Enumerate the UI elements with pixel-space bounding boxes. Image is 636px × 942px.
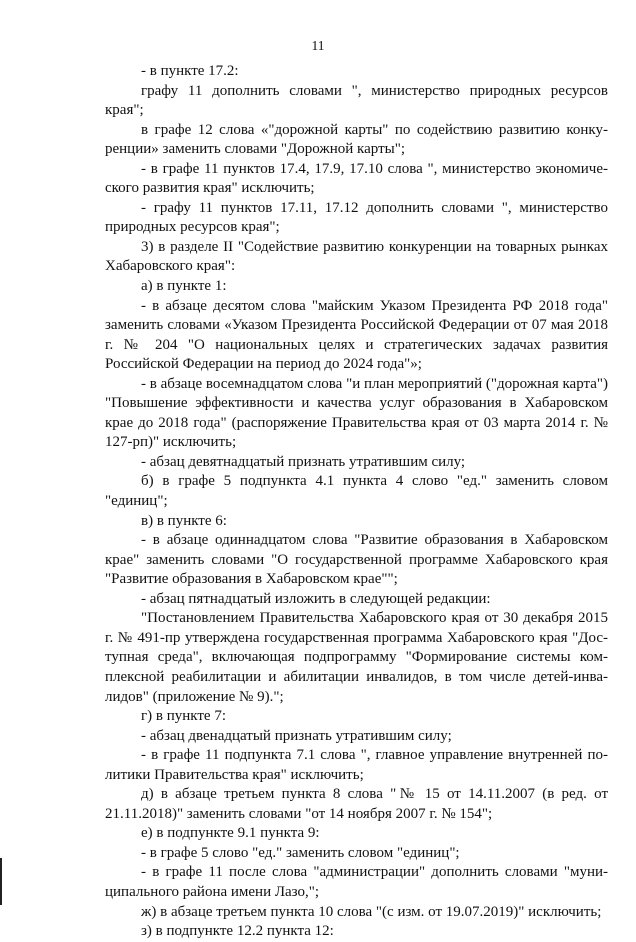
paragraph: - абзац девятнадцатый признать утратившим силу;: [141, 453, 466, 470]
paragraph: - абзац пятнадцатый изложить в следующей редакции:: [141, 590, 491, 607]
paragraph: - в абзаце восемнадцатом слова "и план мероприятий ("дорожная карта") "Повышение эффективности и качества услуг образования в Хабаровском крае до 2018 года" (распоряжение Правительства края от 03 марта 2014 г. № 127-рп)" исключить;: [105, 375, 609, 451]
paragraph: - абзац двенадцатый признать утратившим силу;: [141, 727, 452, 744]
paragraph: - в пункте 17.2:: [141, 63, 239, 79]
paragraph: ж) в абзаце третьем пункта 10 слова "(с изм. от 19.07.2019)" исключить;: [141, 903, 602, 920]
paragraph: е) в подпункте 9.1 пункта 9:: [141, 825, 320, 842]
paragraph: - в графе 11 после слова "администрации" дополнить словами "муни-ципального района имени Лазо,";: [105, 864, 608, 900]
paragraph: а) в пункте 1:: [141, 278, 227, 295]
paragraph: - в графе 11 пунктов 17.4, 17.9, 17.10 слова ", министерство экономиче-ского развития края" исключить;: [105, 160, 608, 197]
scan-edge-mark: [0, 858, 2, 905]
paragraph: "Постановлением Правительства Хабаровского края от 30 декабря 2015 г. № 491-пр утверждена государственная программа Хабаровского края "Дос-тупная среда", включающая подпрограмму "Формирование системы ком-плексной реабилитации и абилитации инвалидов, в том числе детей-инва-лидов" (приложение № 9).";: [105, 610, 608, 705]
paragraph: - графу 11 пунктов 17.11, 17.12 дополнить словами ", министерство природных ресурсов края";: [105, 199, 608, 236]
paragraph: г) в пункте 7:: [141, 708, 227, 725]
paragraph: графу 11 дополнить словами ", министерство природных ресурсов края";: [105, 82, 608, 119]
paragraph: в) в пункте 6:: [141, 512, 227, 529]
page-number: 11: [311, 38, 325, 53]
paragraph: д) в абзаце третьем пункта 8 слова "№ 15 от 14.11.2007 (в ред. от 21.11.2018)" заменить словами "от 14 ноября 2007 г. № 154";: [105, 786, 608, 822]
document-body: [105, 62, 608, 942]
paragraph: - в абзаце одиннадцатом слова "Развитие образования в Хабаровском крае" заменить словами "О государственной программе Хабаровского края "Развитие образования в Хабаровском крае"";: [105, 532, 608, 588]
paragraph: - в абзаце десятом слова "майским Указом Президента РФ 2018 года" заменить словами «Указом Президента Российской Федерации от 07 мая 2018 г. № 204 "О национальных целях и стратегических задачах развития Российской Федерации на период до 2024 года"»;: [105, 297, 608, 373]
paragraph: - в графе 5 слово "ед." заменить словом "единиц";: [141, 844, 460, 861]
paragraph: в графе 12 слова «"дорожной карты" по содействию развитию конку-ренции» заменить словами "Дорожной карты";: [105, 121, 608, 158]
paragraph: 3) в разделе II "Содействие развитию конкуренции на товарных рынках Хабаровского края":: [105, 238, 608, 275]
paragraph: б) в графе 5 подпункта 4.1 пункта 4 слово "ед." заменить словом "единиц";: [105, 473, 608, 510]
paragraph: - в графе 11 подпункта 7.1 слова ", главное управление внутренней по-литики Правительства края" исключить;: [105, 747, 608, 783]
paragraph: з) в подпункте 12.2 пункта 12:: [141, 923, 334, 940]
